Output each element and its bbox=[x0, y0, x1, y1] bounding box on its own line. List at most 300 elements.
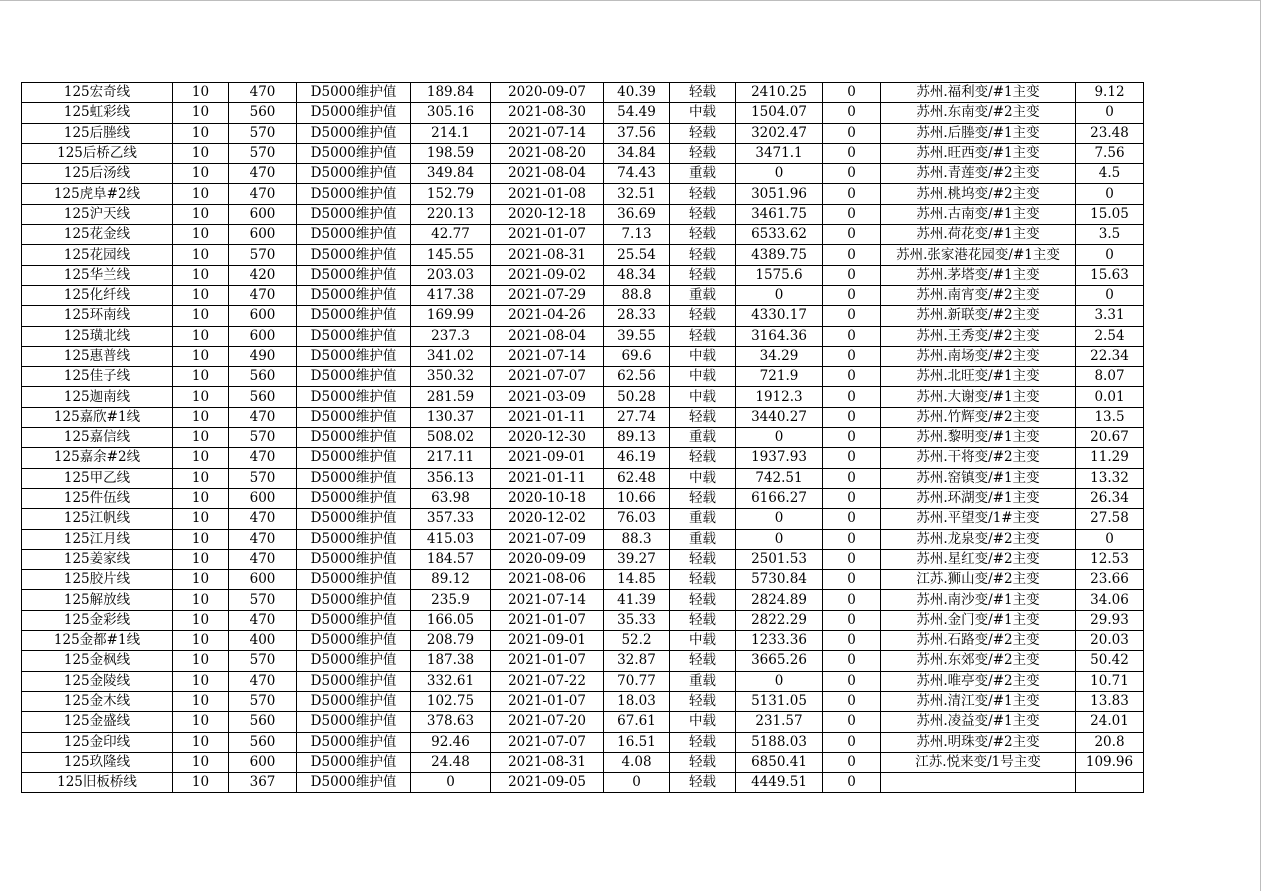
cell-voltage[interactable]: 10 bbox=[173, 631, 229, 651]
cell-load-rate[interactable]: 74.43 bbox=[604, 164, 670, 184]
cell-margin[interactable]: 0 bbox=[736, 529, 823, 549]
cell-line-name[interactable]: 125玖隆线 bbox=[22, 752, 173, 772]
cell-transformer[interactable]: 苏州.福利变/#1主变 bbox=[881, 83, 1076, 103]
cell-transformer-margin[interactable]: 26.34 bbox=[1076, 488, 1144, 508]
cell-transformer[interactable]: 苏州.南场变/#2主变 bbox=[881, 346, 1076, 366]
cell-margin[interactable]: 0 bbox=[736, 671, 823, 691]
cell-load-rate[interactable]: 70.77 bbox=[604, 671, 670, 691]
cell-data-source[interactable]: D5000维护值 bbox=[297, 346, 411, 366]
cell-current[interactable]: 237.3 bbox=[411, 326, 491, 346]
cell-transformer-margin[interactable]: 50.42 bbox=[1076, 651, 1144, 671]
cell-load-rate[interactable]: 40.39 bbox=[604, 83, 670, 103]
cell-load-level[interactable]: 轻载 bbox=[670, 448, 736, 468]
cell-load-rate[interactable]: 41.39 bbox=[604, 590, 670, 610]
cell-capacity[interactable]: 470 bbox=[229, 407, 297, 427]
cell-line-name[interactable]: 125璜北线 bbox=[22, 326, 173, 346]
cell-load-level[interactable]: 轻载 bbox=[670, 265, 736, 285]
cell-flag[interactable]: 0 bbox=[823, 691, 881, 711]
cell-flag[interactable]: 0 bbox=[823, 306, 881, 326]
cell-capacity[interactable]: 470 bbox=[229, 448, 297, 468]
cell-transformer-margin[interactable]: 15.05 bbox=[1076, 204, 1144, 224]
cell-date[interactable]: 2021-08-04 bbox=[491, 164, 604, 184]
cell-date[interactable]: 2021-07-20 bbox=[491, 712, 604, 732]
cell-current[interactable]: 332.61 bbox=[411, 671, 491, 691]
cell-voltage[interactable]: 10 bbox=[173, 143, 229, 163]
cell-current[interactable]: 63.98 bbox=[411, 488, 491, 508]
cell-flag[interactable]: 0 bbox=[823, 326, 881, 346]
cell-transformer-margin[interactable]: 0 bbox=[1076, 245, 1144, 265]
cell-date[interactable]: 2021-08-31 bbox=[491, 752, 604, 772]
cell-data-source[interactable]: D5000维护值 bbox=[297, 245, 411, 265]
cell-flag[interactable]: 0 bbox=[823, 123, 881, 143]
cell-current[interactable]: 378.63 bbox=[411, 712, 491, 732]
cell-voltage[interactable]: 10 bbox=[173, 123, 229, 143]
cell-capacity[interactable]: 470 bbox=[229, 549, 297, 569]
cell-load-rate[interactable]: 14.85 bbox=[604, 570, 670, 590]
cell-flag[interactable]: 0 bbox=[823, 245, 881, 265]
cell-capacity[interactable]: 560 bbox=[229, 367, 297, 387]
cell-margin[interactable]: 4389.75 bbox=[736, 245, 823, 265]
cell-voltage[interactable]: 10 bbox=[173, 732, 229, 752]
cell-voltage[interactable]: 10 bbox=[173, 468, 229, 488]
cell-data-source[interactable]: D5000维护值 bbox=[297, 610, 411, 630]
cell-transformer-margin[interactable]: 13.5 bbox=[1076, 407, 1144, 427]
cell-voltage[interactable]: 10 bbox=[173, 83, 229, 103]
cell-load-level[interactable]: 轻载 bbox=[670, 306, 736, 326]
cell-current[interactable]: 217.11 bbox=[411, 448, 491, 468]
cell-transformer-margin[interactable]: 34.06 bbox=[1076, 590, 1144, 610]
cell-voltage[interactable]: 10 bbox=[173, 773, 229, 793]
cell-load-level[interactable]: 轻载 bbox=[670, 184, 736, 204]
cell-capacity[interactable]: 560 bbox=[229, 712, 297, 732]
cell-transformer-margin[interactable]: 0 bbox=[1076, 285, 1144, 305]
cell-date[interactable]: 2021-07-14 bbox=[491, 590, 604, 610]
cell-data-source[interactable]: D5000维护值 bbox=[297, 306, 411, 326]
cell-capacity[interactable]: 570 bbox=[229, 651, 297, 671]
cell-load-level[interactable]: 中载 bbox=[670, 387, 736, 407]
cell-line-name[interactable]: 125虎阜#2线 bbox=[22, 184, 173, 204]
cell-transformer[interactable]: 江苏.悦来变/1号主变 bbox=[881, 752, 1076, 772]
cell-transformer[interactable]: 苏州.星红变/#2主变 bbox=[881, 549, 1076, 569]
cell-transformer-margin[interactable]: 27.58 bbox=[1076, 509, 1144, 529]
cell-transformer-margin[interactable]: 22.34 bbox=[1076, 346, 1144, 366]
cell-load-rate[interactable]: 89.13 bbox=[604, 428, 670, 448]
cell-date[interactable]: 2021-01-07 bbox=[491, 651, 604, 671]
cell-transformer-margin[interactable]: 20.67 bbox=[1076, 428, 1144, 448]
cell-flag[interactable]: 0 bbox=[823, 83, 881, 103]
cell-transformer-margin[interactable]: 3.31 bbox=[1076, 306, 1144, 326]
cell-data-source[interactable]: D5000维护值 bbox=[297, 428, 411, 448]
cell-load-level[interactable]: 中载 bbox=[670, 712, 736, 732]
cell-flag[interactable]: 0 bbox=[823, 631, 881, 651]
cell-flag[interactable]: 0 bbox=[823, 773, 881, 793]
cell-current[interactable]: 357.33 bbox=[411, 509, 491, 529]
cell-current[interactable]: 235.9 bbox=[411, 590, 491, 610]
cell-transformer-margin[interactable]: 12.53 bbox=[1076, 549, 1144, 569]
cell-transformer[interactable]: 苏州.竹辉变/#2主变 bbox=[881, 407, 1076, 427]
cell-margin[interactable]: 0 bbox=[736, 428, 823, 448]
cell-date[interactable]: 2020-12-18 bbox=[491, 204, 604, 224]
cell-capacity[interactable]: 420 bbox=[229, 265, 297, 285]
cell-transformer-margin[interactable]: 15.63 bbox=[1076, 265, 1144, 285]
cell-line-name[interactable]: 125解放线 bbox=[22, 590, 173, 610]
cell-transformer-margin[interactable]: 7.56 bbox=[1076, 143, 1144, 163]
cell-data-source[interactable]: D5000维护值 bbox=[297, 732, 411, 752]
cell-line-name[interactable]: 125花园线 bbox=[22, 245, 173, 265]
cell-margin[interactable]: 3440.27 bbox=[736, 407, 823, 427]
cell-line-name[interactable]: 125旧板桥线 bbox=[22, 773, 173, 793]
cell-line-name[interactable]: 125嘉余#2线 bbox=[22, 448, 173, 468]
cell-transformer-margin[interactable]: 3.5 bbox=[1076, 225, 1144, 245]
cell-load-level[interactable]: 中载 bbox=[670, 103, 736, 123]
cell-capacity[interactable]: 600 bbox=[229, 488, 297, 508]
cell-transformer[interactable]: 苏州.东南变/#2主变 bbox=[881, 103, 1076, 123]
cell-flag[interactable]: 0 bbox=[823, 448, 881, 468]
cell-data-source[interactable]: D5000维护值 bbox=[297, 468, 411, 488]
cell-load-rate[interactable]: 27.74 bbox=[604, 407, 670, 427]
cell-line-name[interactable]: 125迦南线 bbox=[22, 387, 173, 407]
cell-capacity[interactable]: 570 bbox=[229, 123, 297, 143]
cell-capacity[interactable]: 470 bbox=[229, 164, 297, 184]
cell-transformer-margin[interactable]: 0 bbox=[1076, 529, 1144, 549]
cell-capacity[interactable]: 570 bbox=[229, 245, 297, 265]
cell-margin[interactable]: 0 bbox=[736, 285, 823, 305]
cell-data-source[interactable]: D5000维护值 bbox=[297, 326, 411, 346]
cell-current[interactable]: 220.13 bbox=[411, 204, 491, 224]
cell-date[interactable]: 2021-09-02 bbox=[491, 265, 604, 285]
cell-line-name[interactable]: 125金木线 bbox=[22, 691, 173, 711]
cell-margin[interactable]: 3164.36 bbox=[736, 326, 823, 346]
cell-transformer-margin[interactable]: 29.93 bbox=[1076, 610, 1144, 630]
cell-voltage[interactable]: 10 bbox=[173, 245, 229, 265]
cell-flag[interactable]: 0 bbox=[823, 732, 881, 752]
cell-current[interactable]: 189.84 bbox=[411, 83, 491, 103]
cell-capacity[interactable]: 600 bbox=[229, 752, 297, 772]
cell-margin[interactable]: 3471.1 bbox=[736, 143, 823, 163]
cell-margin[interactable]: 34.29 bbox=[736, 346, 823, 366]
cell-date[interactable]: 2020-10-18 bbox=[491, 488, 604, 508]
cell-current[interactable]: 508.02 bbox=[411, 428, 491, 448]
cell-voltage[interactable]: 10 bbox=[173, 326, 229, 346]
cell-line-name[interactable]: 125金都#1线 bbox=[22, 631, 173, 651]
cell-current[interactable]: 203.03 bbox=[411, 265, 491, 285]
cell-load-rate[interactable]: 76.03 bbox=[604, 509, 670, 529]
cell-line-name[interactable]: 125佳子线 bbox=[22, 367, 173, 387]
cell-capacity[interactable]: 600 bbox=[229, 570, 297, 590]
cell-load-rate[interactable]: 18.03 bbox=[604, 691, 670, 711]
cell-transformer[interactable]: 苏州.凌益变/#1主变 bbox=[881, 712, 1076, 732]
cell-data-source[interactable]: D5000维护值 bbox=[297, 143, 411, 163]
cell-load-rate[interactable]: 88.3 bbox=[604, 529, 670, 549]
cell-capacity[interactable]: 470 bbox=[229, 529, 297, 549]
cell-load-rate[interactable]: 46.19 bbox=[604, 448, 670, 468]
cell-load-level[interactable]: 轻载 bbox=[670, 773, 736, 793]
cell-flag[interactable]: 0 bbox=[823, 204, 881, 224]
cell-date[interactable]: 2021-07-14 bbox=[491, 123, 604, 143]
cell-load-level[interactable]: 重载 bbox=[670, 285, 736, 305]
cell-date[interactable]: 2021-08-06 bbox=[491, 570, 604, 590]
cell-transformer-margin[interactable] bbox=[1076, 773, 1144, 793]
cell-capacity[interactable]: 600 bbox=[229, 306, 297, 326]
cell-transformer-margin[interactable]: 109.96 bbox=[1076, 752, 1144, 772]
cell-data-source[interactable]: D5000维护值 bbox=[297, 631, 411, 651]
cell-transformer-margin[interactable]: 0 bbox=[1076, 103, 1144, 123]
cell-data-source[interactable]: D5000维护值 bbox=[297, 691, 411, 711]
cell-load-level[interactable]: 重载 bbox=[670, 164, 736, 184]
cell-load-level[interactable]: 中载 bbox=[670, 346, 736, 366]
cell-load-rate[interactable]: 32.87 bbox=[604, 651, 670, 671]
cell-voltage[interactable]: 10 bbox=[173, 529, 229, 549]
cell-transformer[interactable]: 苏州.茅塔变/#1主变 bbox=[881, 265, 1076, 285]
cell-transformer[interactable]: 苏州.张家港花园变/#1主变 bbox=[881, 245, 1076, 265]
cell-line-name[interactable]: 125甲乙线 bbox=[22, 468, 173, 488]
cell-data-source[interactable]: D5000维护值 bbox=[297, 225, 411, 245]
cell-current[interactable]: 145.55 bbox=[411, 245, 491, 265]
cell-line-name[interactable]: 125虹彩线 bbox=[22, 103, 173, 123]
cell-capacity[interactable]: 470 bbox=[229, 671, 297, 691]
cell-transformer[interactable]: 苏州.清江变/#1主变 bbox=[881, 691, 1076, 711]
cell-load-level[interactable]: 重载 bbox=[670, 428, 736, 448]
cell-voltage[interactable]: 10 bbox=[173, 549, 229, 569]
cell-current[interactable]: 184.57 bbox=[411, 549, 491, 569]
cell-date[interactable]: 2021-08-31 bbox=[491, 245, 604, 265]
cell-data-source[interactable]: D5000维护值 bbox=[297, 123, 411, 143]
cell-data-source[interactable]: D5000维护值 bbox=[297, 265, 411, 285]
cell-current[interactable]: 102.75 bbox=[411, 691, 491, 711]
cell-data-source[interactable]: D5000维护值 bbox=[297, 773, 411, 793]
cell-current[interactable]: 417.38 bbox=[411, 285, 491, 305]
cell-current[interactable]: 130.37 bbox=[411, 407, 491, 427]
cell-transformer[interactable]: 苏州.大谢变/#1主变 bbox=[881, 387, 1076, 407]
cell-transformer[interactable]: 苏州.后塍变/#1主变 bbox=[881, 123, 1076, 143]
cell-margin[interactable]: 3665.26 bbox=[736, 651, 823, 671]
cell-flag[interactable]: 0 bbox=[823, 549, 881, 569]
cell-line-name[interactable]: 125件伍线 bbox=[22, 488, 173, 508]
cell-data-source[interactable]: D5000维护值 bbox=[297, 529, 411, 549]
cell-current[interactable]: 89.12 bbox=[411, 570, 491, 590]
cell-line-name[interactable]: 125金彩线 bbox=[22, 610, 173, 630]
cell-margin[interactable]: 0 bbox=[736, 164, 823, 184]
cell-load-rate[interactable]: 16.51 bbox=[604, 732, 670, 752]
cell-load-rate[interactable]: 62.48 bbox=[604, 468, 670, 488]
cell-date[interactable]: 2021-01-07 bbox=[491, 225, 604, 245]
cell-voltage[interactable]: 10 bbox=[173, 691, 229, 711]
cell-transformer[interactable]: 苏州.古南变/#1主变 bbox=[881, 204, 1076, 224]
cell-line-name[interactable]: 125嘉信线 bbox=[22, 428, 173, 448]
cell-transformer-margin[interactable]: 11.29 bbox=[1076, 448, 1144, 468]
cell-line-name[interactable]: 125金枫线 bbox=[22, 651, 173, 671]
cell-flag[interactable]: 0 bbox=[823, 407, 881, 427]
cell-current[interactable]: 24.48 bbox=[411, 752, 491, 772]
cell-current[interactable]: 415.03 bbox=[411, 529, 491, 549]
cell-date[interactable]: 2021-07-22 bbox=[491, 671, 604, 691]
cell-load-rate[interactable]: 34.84 bbox=[604, 143, 670, 163]
cell-current[interactable]: 152.79 bbox=[411, 184, 491, 204]
cell-margin[interactable]: 4330.17 bbox=[736, 306, 823, 326]
cell-transformer[interactable]: 苏州.新联变/#2主变 bbox=[881, 306, 1076, 326]
cell-capacity[interactable]: 560 bbox=[229, 103, 297, 123]
cell-load-rate[interactable]: 69.6 bbox=[604, 346, 670, 366]
cell-voltage[interactable]: 10 bbox=[173, 103, 229, 123]
cell-current[interactable]: 281.59 bbox=[411, 387, 491, 407]
cell-date[interactable]: 2020-09-09 bbox=[491, 549, 604, 569]
cell-transformer-margin[interactable]: 10.71 bbox=[1076, 671, 1144, 691]
cell-flag[interactable]: 0 bbox=[823, 488, 881, 508]
cell-transformer-margin[interactable]: 8.07 bbox=[1076, 367, 1144, 387]
cell-date[interactable]: 2020-12-30 bbox=[491, 428, 604, 448]
cell-capacity[interactable]: 570 bbox=[229, 590, 297, 610]
cell-date[interactable]: 2021-09-01 bbox=[491, 631, 604, 651]
cell-line-name[interactable]: 125江月线 bbox=[22, 529, 173, 549]
cell-voltage[interactable]: 10 bbox=[173, 407, 229, 427]
cell-date[interactable]: 2021-09-01 bbox=[491, 448, 604, 468]
cell-load-rate[interactable]: 39.55 bbox=[604, 326, 670, 346]
cell-margin[interactable]: 2822.29 bbox=[736, 610, 823, 630]
cell-flag[interactable]: 0 bbox=[823, 285, 881, 305]
cell-margin[interactable]: 6166.27 bbox=[736, 488, 823, 508]
cell-margin[interactable]: 0 bbox=[736, 509, 823, 529]
cell-flag[interactable]: 0 bbox=[823, 651, 881, 671]
cell-voltage[interactable]: 10 bbox=[173, 570, 229, 590]
cell-capacity[interactable]: 600 bbox=[229, 326, 297, 346]
cell-margin[interactable]: 231.57 bbox=[736, 712, 823, 732]
cell-margin[interactable]: 2501.53 bbox=[736, 549, 823, 569]
cell-transformer-margin[interactable]: 23.66 bbox=[1076, 570, 1144, 590]
cell-flag[interactable]: 0 bbox=[823, 265, 881, 285]
cell-date[interactable]: 2020-12-02 bbox=[491, 509, 604, 529]
cell-load-level[interactable]: 轻载 bbox=[670, 407, 736, 427]
cell-transformer[interactable]: 苏州.龙泉变/#2主变 bbox=[881, 529, 1076, 549]
cell-data-source[interactable]: D5000维护值 bbox=[297, 488, 411, 508]
cell-date[interactable]: 2021-07-07 bbox=[491, 367, 604, 387]
cell-margin[interactable]: 1504.07 bbox=[736, 103, 823, 123]
cell-load-level[interactable]: 重载 bbox=[670, 529, 736, 549]
cell-date[interactable]: 2021-07-09 bbox=[491, 529, 604, 549]
cell-voltage[interactable]: 10 bbox=[173, 265, 229, 285]
cell-date[interactable]: 2021-07-07 bbox=[491, 732, 604, 752]
cell-flag[interactable]: 0 bbox=[823, 712, 881, 732]
cell-load-level[interactable]: 中载 bbox=[670, 468, 736, 488]
cell-date[interactable]: 2021-03-09 bbox=[491, 387, 604, 407]
cell-margin[interactable]: 6533.62 bbox=[736, 225, 823, 245]
cell-margin[interactable]: 5131.05 bbox=[736, 691, 823, 711]
cell-date[interactable]: 2021-07-14 bbox=[491, 346, 604, 366]
cell-line-name[interactable]: 125江帆线 bbox=[22, 509, 173, 529]
cell-flag[interactable]: 0 bbox=[823, 610, 881, 630]
cell-load-level[interactable]: 中载 bbox=[670, 631, 736, 651]
cell-margin[interactable]: 1575.6 bbox=[736, 265, 823, 285]
cell-margin[interactable]: 721.9 bbox=[736, 367, 823, 387]
cell-data-source[interactable]: D5000维护值 bbox=[297, 407, 411, 427]
cell-margin[interactable]: 3202.47 bbox=[736, 123, 823, 143]
cell-voltage[interactable]: 10 bbox=[173, 610, 229, 630]
cell-load-rate[interactable]: 10.66 bbox=[604, 488, 670, 508]
cell-current[interactable]: 0 bbox=[411, 773, 491, 793]
cell-data-source[interactable]: D5000维护值 bbox=[297, 387, 411, 407]
cell-flag[interactable]: 0 bbox=[823, 428, 881, 448]
cell-line-name[interactable]: 125金陵线 bbox=[22, 671, 173, 691]
cell-transformer[interactable]: 江苏.狮山变/#2主变 bbox=[881, 570, 1076, 590]
cell-margin[interactable]: 2410.25 bbox=[736, 83, 823, 103]
cell-load-level[interactable]: 轻载 bbox=[670, 610, 736, 630]
cell-load-rate[interactable]: 25.54 bbox=[604, 245, 670, 265]
cell-flag[interactable]: 0 bbox=[823, 509, 881, 529]
cell-transformer[interactable]: 苏州.窑镇变/#1主变 bbox=[881, 468, 1076, 488]
cell-load-rate[interactable]: 48.34 bbox=[604, 265, 670, 285]
cell-load-level[interactable]: 轻载 bbox=[670, 225, 736, 245]
cell-load-level[interactable]: 轻载 bbox=[670, 549, 736, 569]
cell-data-source[interactable]: D5000维护值 bbox=[297, 184, 411, 204]
cell-load-rate[interactable]: 35.33 bbox=[604, 610, 670, 630]
cell-voltage[interactable]: 10 bbox=[173, 225, 229, 245]
cell-voltage[interactable]: 10 bbox=[173, 651, 229, 671]
cell-current[interactable]: 349.84 bbox=[411, 164, 491, 184]
cell-margin[interactable]: 1233.36 bbox=[736, 631, 823, 651]
cell-load-rate[interactable]: 7.13 bbox=[604, 225, 670, 245]
cell-current[interactable]: 341.02 bbox=[411, 346, 491, 366]
cell-transformer-margin[interactable]: 0.01 bbox=[1076, 387, 1144, 407]
cell-flag[interactable]: 0 bbox=[823, 103, 881, 123]
cell-capacity[interactable]: 600 bbox=[229, 204, 297, 224]
cell-date[interactable]: 2021-08-30 bbox=[491, 103, 604, 123]
cell-data-source[interactable]: D5000维护值 bbox=[297, 83, 411, 103]
cell-voltage[interactable]: 10 bbox=[173, 590, 229, 610]
cell-transformer[interactable]: 苏州.旺西变/#1主变 bbox=[881, 143, 1076, 163]
cell-data-source[interactable]: D5000维护值 bbox=[297, 204, 411, 224]
cell-load-level[interactable]: 轻载 bbox=[670, 488, 736, 508]
cell-load-level[interactable]: 轻载 bbox=[670, 651, 736, 671]
cell-load-level[interactable]: 轻载 bbox=[670, 590, 736, 610]
cell-line-name[interactable]: 125胶片线 bbox=[22, 570, 173, 590]
cell-load-rate[interactable]: 37.56 bbox=[604, 123, 670, 143]
cell-transformer-margin[interactable]: 2.54 bbox=[1076, 326, 1144, 346]
cell-capacity[interactable]: 570 bbox=[229, 428, 297, 448]
cell-data-source[interactable]: D5000维护值 bbox=[297, 103, 411, 123]
cell-capacity[interactable]: 570 bbox=[229, 691, 297, 711]
cell-margin[interactable]: 1912.3 bbox=[736, 387, 823, 407]
cell-transformer-margin[interactable]: 20.8 bbox=[1076, 732, 1144, 752]
cell-transformer[interactable]: 苏州.荷花变/#1主变 bbox=[881, 225, 1076, 245]
cell-current[interactable]: 356.13 bbox=[411, 468, 491, 488]
cell-margin[interactable]: 3051.96 bbox=[736, 184, 823, 204]
cell-load-level[interactable]: 重载 bbox=[670, 671, 736, 691]
cell-load-rate[interactable]: 50.28 bbox=[604, 387, 670, 407]
cell-load-level[interactable]: 轻载 bbox=[670, 245, 736, 265]
cell-flag[interactable]: 0 bbox=[823, 752, 881, 772]
cell-transformer[interactable]: 苏州.金门变/#1主变 bbox=[881, 610, 1076, 630]
cell-margin[interactable]: 1937.93 bbox=[736, 448, 823, 468]
cell-load-level[interactable]: 轻载 bbox=[670, 752, 736, 772]
cell-voltage[interactable]: 10 bbox=[173, 306, 229, 326]
cell-load-rate[interactable]: 36.69 bbox=[604, 204, 670, 224]
cell-margin[interactable]: 742.51 bbox=[736, 468, 823, 488]
cell-line-name[interactable]: 125惠普线 bbox=[22, 346, 173, 366]
cell-data-source[interactable]: D5000维护值 bbox=[297, 549, 411, 569]
cell-load-level[interactable]: 轻载 bbox=[670, 83, 736, 103]
cell-line-name[interactable]: 125后桥乙线 bbox=[22, 143, 173, 163]
cell-load-rate[interactable]: 62.56 bbox=[604, 367, 670, 387]
cell-transformer[interactable]: 苏州.干将变/#2主变 bbox=[881, 448, 1076, 468]
cell-voltage[interactable]: 10 bbox=[173, 428, 229, 448]
cell-current[interactable]: 187.38 bbox=[411, 651, 491, 671]
cell-date[interactable]: 2021-01-11 bbox=[491, 468, 604, 488]
cell-flag[interactable]: 0 bbox=[823, 164, 881, 184]
cell-transformer[interactable]: 苏州.北旺变/#1主变 bbox=[881, 367, 1076, 387]
cell-current[interactable]: 208.79 bbox=[411, 631, 491, 651]
cell-load-rate[interactable]: 32.51 bbox=[604, 184, 670, 204]
cell-transformer-margin[interactable]: 20.03 bbox=[1076, 631, 1144, 651]
cell-capacity[interactable]: 367 bbox=[229, 773, 297, 793]
